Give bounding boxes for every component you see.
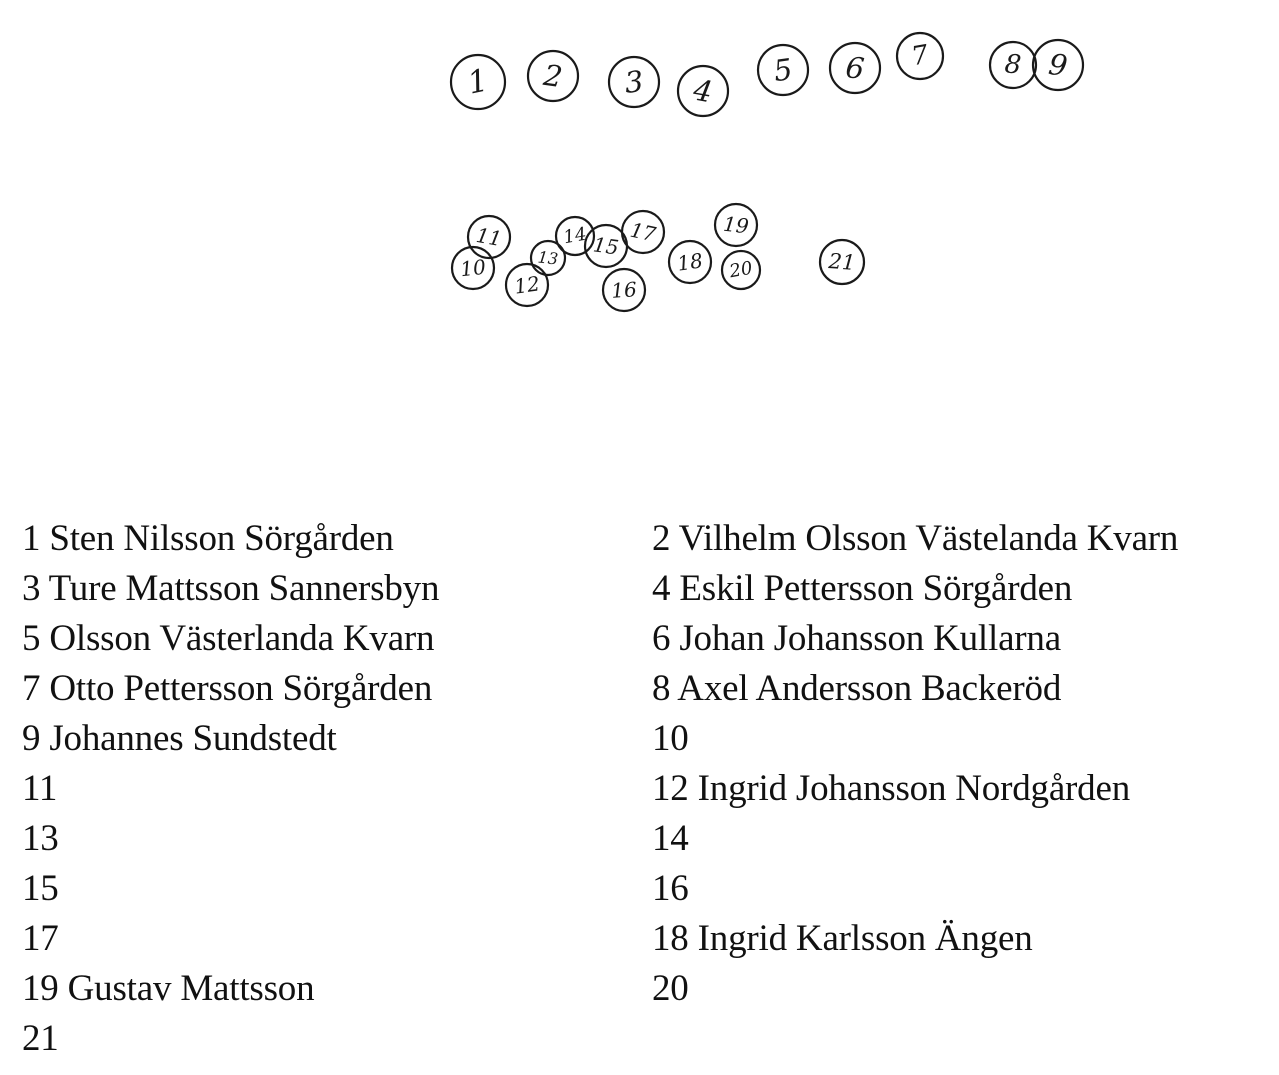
position-marker	[715, 204, 757, 246]
marker-label: 2	[541, 57, 565, 95]
marker-label: 17	[628, 217, 658, 247]
legend-column-right	[652, 514, 1178, 1014]
position-marker	[622, 211, 664, 253]
legend-entry: 9 Johannes Sundstedt	[22, 718, 337, 759]
legend-entry: 6 Johan Johansson Kullarna	[652, 618, 1061, 659]
marker-label: 8	[1003, 49, 1023, 81]
marker-label: 7	[909, 39, 931, 73]
legend-entry: 17	[22, 918, 59, 959]
marker-label: 12	[512, 271, 542, 299]
position-marker	[897, 33, 943, 79]
position-marker	[452, 247, 494, 289]
legend-entry: 8 Axel Andersson Backeröd	[652, 668, 1062, 709]
legend-entry: 16	[652, 868, 689, 909]
legend-entry: 11	[22, 768, 58, 809]
marker-label: 15	[591, 232, 621, 260]
position-marker	[506, 264, 548, 306]
position-sketch	[0, 0, 1279, 420]
position-marker	[669, 241, 711, 283]
legend-entry: 20	[652, 968, 689, 1009]
marker-label: 9	[1046, 46, 1070, 84]
legend-entry: 2 Vilhelm Olsson Västelanda Kvarn	[652, 518, 1179, 559]
marker-label: 20	[727, 257, 755, 283]
legend-entry: 7 Otto Pettersson Sörgården	[22, 668, 433, 709]
legend-entry: 12 Ingrid Johansson Nordgården	[652, 768, 1130, 809]
legend-entry: 5 Olsson Västerlanda Kvarn	[22, 618, 435, 659]
marker-label: 4	[690, 72, 716, 110]
position-marker	[451, 55, 505, 109]
position-marker	[678, 66, 728, 116]
legend-entry: 18 Ingrid Karlsson Ängen	[652, 918, 1033, 959]
position-marker	[468, 216, 510, 258]
position-marker	[830, 43, 880, 93]
marker-label: 11	[474, 222, 504, 252]
legend-entry: 4 Eskil Pettersson Sörgården	[652, 568, 1073, 609]
position-marker	[990, 42, 1036, 88]
position-marker	[609, 57, 659, 107]
legend-entry: 15	[22, 868, 59, 909]
position-marker	[820, 240, 864, 284]
position-marker	[603, 269, 645, 311]
marker-label: 13	[536, 247, 560, 269]
marker-label: 10	[459, 254, 487, 282]
marker-label: 14	[561, 223, 589, 249]
position-sketch-svg	[0, 0, 1279, 420]
marker-label: 3	[623, 64, 645, 100]
marker-label: 19	[722, 211, 750, 239]
marker-label: 16	[610, 277, 638, 303]
marker-label: 1	[464, 62, 492, 102]
position-marker	[1033, 40, 1083, 90]
marker-label: 6	[844, 50, 866, 86]
marker-label: 18	[675, 248, 705, 276]
legend-entry: 10	[652, 718, 689, 759]
position-marker	[758, 45, 808, 95]
legend-entry: 14	[652, 818, 689, 859]
marker-label: 21	[827, 249, 857, 275]
name-legend	[0, 514, 1279, 1059]
legend-column-left	[22, 514, 439, 1064]
legend-entry: 21	[22, 1018, 59, 1059]
legend-entry: 19 Gustav Mattsson	[22, 968, 315, 1009]
legend-entry: 1 Sten Nilsson Sörgården	[22, 518, 394, 559]
position-marker	[722, 251, 760, 289]
position-marker	[528, 51, 578, 101]
legend-entry: 3 Ture Mattsson Sannersbyn	[22, 568, 440, 609]
legend-entry: 13	[22, 818, 59, 859]
marker-label: 5	[771, 51, 795, 89]
